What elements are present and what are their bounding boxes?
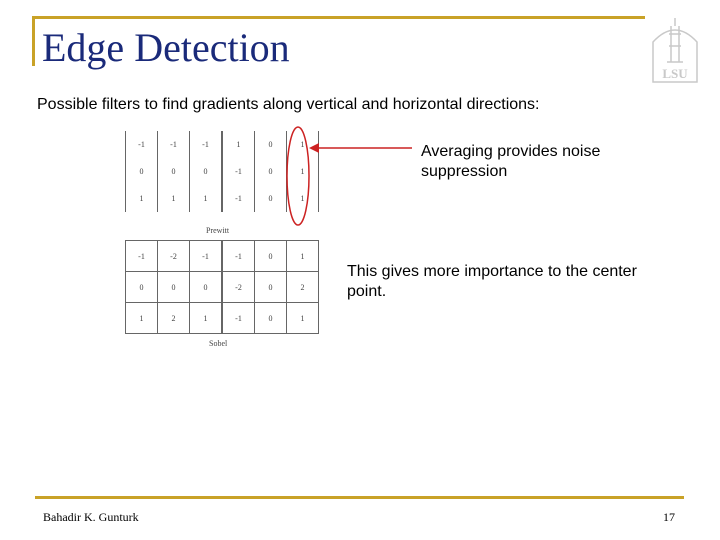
kernel-cell: 0 (255, 131, 287, 158)
kernel-cell: -1 (126, 241, 158, 272)
page-number: 17 (663, 510, 675, 524)
footer-author: Bahadir K. Gunturk (43, 510, 139, 524)
kernel-cell: 2 (287, 272, 319, 303)
kernel-cell: 1 (222, 131, 255, 158)
kernel-cell: -1 (222, 241, 255, 272)
kernel-cell: -1 (158, 131, 190, 158)
arrow-head-icon (309, 143, 319, 153)
highlight-ellipse (287, 127, 309, 225)
kernel-cell: -1 (222, 185, 255, 212)
kernel-cell: 1 (287, 241, 319, 272)
bottom-rule (35, 496, 684, 499)
kernel-cell: -1 (222, 303, 255, 334)
kernel-cell: -2 (222, 272, 255, 303)
kernel-cell: -1 (190, 131, 223, 158)
logo-text: LSU (662, 66, 688, 81)
kernel-cell: -2 (158, 241, 190, 272)
kernel-cell: 2 (158, 303, 190, 334)
kernel-cell: 0 (255, 303, 287, 334)
kernel-cell: 1 (190, 185, 223, 212)
kernel-cell: 0 (126, 272, 158, 303)
kernel-cell: 0 (190, 272, 223, 303)
kernel-cell: 0 (190, 158, 223, 185)
kernel-cell: 0 (255, 241, 287, 272)
averaging-note: Averaging provides noise suppression (421, 143, 601, 180)
kernel-cell: -1 (190, 241, 223, 272)
kernel-cell: 0 (158, 272, 190, 303)
kernel-cell: 1 (158, 185, 190, 212)
kernel-cell: 1 (287, 303, 319, 334)
kernel-cell: 0 (255, 185, 287, 212)
kernel-cell: 0 (158, 158, 190, 185)
subtitle: Possible filters to find gradients along vertical and horizontal directions: (37, 96, 540, 113)
kernel-cell: 1 (287, 185, 319, 212)
kernel-cell: 0 (126, 158, 158, 185)
center-note: This gives more importance to the center point. (347, 263, 637, 300)
slide-title: Edge Detection (42, 25, 290, 70)
kernel-cell: -1 (222, 158, 255, 185)
kernel-cell: 1 (287, 158, 319, 185)
kernel-cell: 1 (126, 303, 158, 334)
kernel-cell: 0 (255, 158, 287, 185)
prewitt-caption: Prewitt (206, 226, 230, 235)
kernel-cell: 1 (126, 185, 158, 212)
kernel-cell: 0 (255, 272, 287, 303)
sobel-caption: Sobel (209, 339, 228, 348)
kernel-cell: 1 (190, 303, 223, 334)
kernel-cell: 1 (287, 131, 319, 158)
kernel-cell: -1 (126, 131, 158, 158)
